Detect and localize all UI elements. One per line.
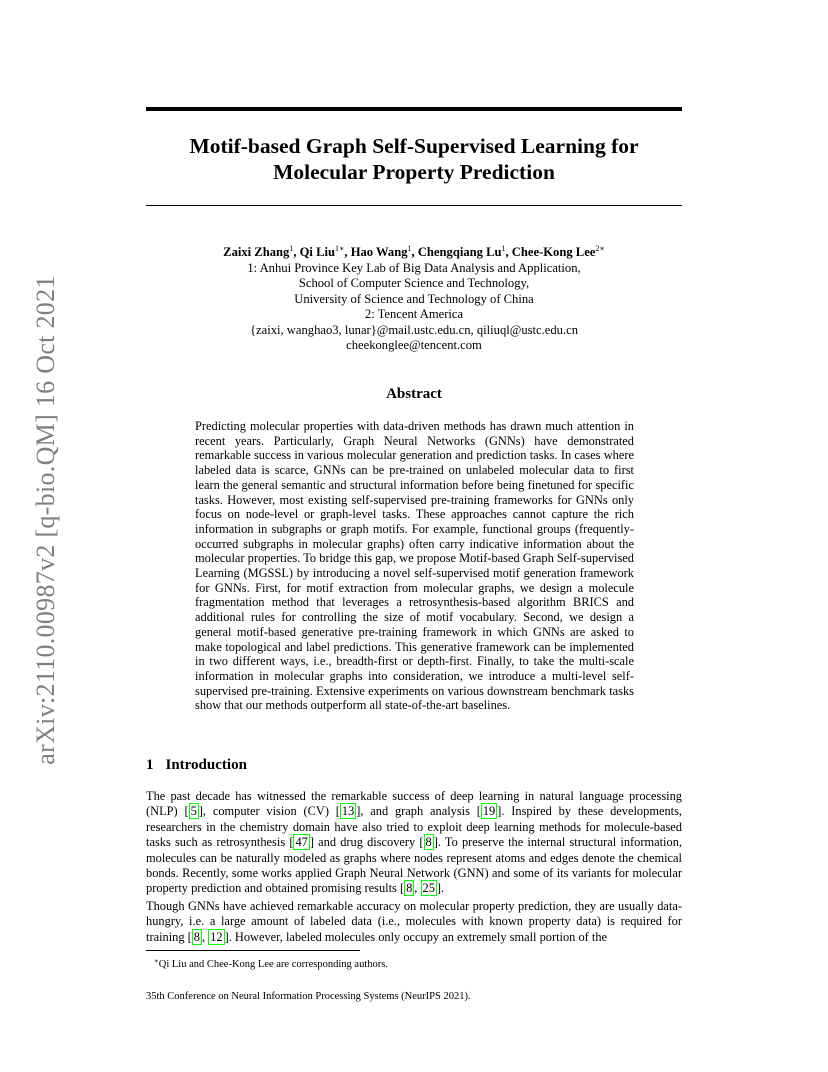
- section-heading-introduction: [146, 756, 247, 774]
- affiliation-line: University of Science and Technology of China: [294, 291, 534, 306]
- citation-link[interactable]: 19: [482, 804, 496, 819]
- title-top-rule: [146, 107, 682, 111]
- citation-link[interactable]: 8: [406, 881, 413, 896]
- author-affiliation-mark: 1: [501, 244, 506, 253]
- author-affiliation-mark: 2∗: [595, 244, 605, 253]
- author-block: [146, 241, 682, 354]
- author-affiliation-mark: 1∗: [334, 244, 345, 253]
- footnote-rule: [146, 950, 360, 951]
- citation-link[interactable]: 47: [295, 835, 308, 850]
- citation-link[interactable]: 8: [425, 835, 432, 850]
- author-emails: cheekonglee@tencent.com: [346, 338, 482, 352]
- conference-footer: 35th Conference on Neural Information Processing Systems (NeurIPS 2021).: [146, 991, 471, 1002]
- paper-title: [146, 133, 682, 185]
- author-name: Chee-Kong Lee: [511, 245, 596, 259]
- arxiv-id-text: arXiv:2110.00987v2 [q-bio.QM] 16 Oct 2021: [31, 275, 60, 765]
- author-emails: {zaixi, wanghao3, lunar}@mail.ustc.edu.cn, qiliuql@ustc.edu.cn: [249, 322, 578, 337]
- author-affiliation-mark: 1: [407, 244, 412, 253]
- abstract-heading: Abstract: [386, 386, 442, 402]
- footnote-text: Qi Liu and Chee-Kong Lee are corresponding authors.: [158, 959, 388, 970]
- intro-paragraph-1: The past decade has witnessed the remarkable success of deep learning in natural language processing (NLP) [ 5 ], computer vision (CV) [ 13 ], and graph analysis [ 19 ]. Inspired by these developments, researchers in the chemistry domain have also tried to exploit deep learning methods for molecule-based tasks such as retrosynthesis [ 47 ] and drug discovery [ 8 ]. To preserve the internal structural information, molecules can be naturally modeled as graphs where nodes represent atoms and edges denote the chemical bonds. Recently, some works applied Graph Neural Network (GNN) and some of its variants for molecular property prediction and obtained promising results [ 8 , 25 ].: [146, 789, 683, 896]
- author-list: Zaixi Zhang$^1$, Qi Liu$^{1∗}$, Hao Wang$^1$, Chengqiang Lu$^1$, Chee-Kong Lee$^{2∗}$: [223, 244, 605, 259]
- author-name: Chengqiang Lu: [417, 245, 502, 259]
- footnote: [146, 955, 690, 971]
- paper-title-line-1: Motif-based Graph Self-Supervised Learning for: [189, 134, 639, 158]
- citation-link[interactable]: 12: [210, 929, 223, 944]
- footnote-marker: ∗: [154, 957, 159, 965]
- intro-paragraph-2: Though GNNs have achieved remarkable accuracy on molecular property prediction, they are usually data-hungry, i.e. a large amount of labeled data (i.e., molecules with known property data) is required for training [ 8 , 12 ]. However, labeled molecules only occupy an extremely small portion of the: [146, 899, 682, 944]
- author-name: Hao Wang: [350, 245, 408, 259]
- author-affiliation-mark: 1: [289, 244, 294, 253]
- affiliation-line: 1: Anhui Province Key Lab of Big Data Analysis and Application,: [247, 260, 581, 275]
- citation-link[interactable]: 5: [190, 804, 197, 819]
- title-bottom-rule: [146, 205, 682, 206]
- author-name: Qi Liu: [299, 245, 335, 259]
- section-number: 1: [146, 757, 154, 773]
- citation-link[interactable]: 8: [193, 929, 200, 944]
- section-title: Introduction: [165, 757, 247, 773]
- paper-title-line-2: Molecular Property Prediction: [273, 160, 555, 184]
- affiliation-line: School of Computer Science and Technology,: [298, 276, 530, 290]
- author-name: Zaixi Zhang: [223, 245, 290, 259]
- citation-link[interactable]: 13: [341, 804, 355, 819]
- citation-link[interactable]: 25: [422, 881, 435, 896]
- abstract-text: Predicting molecular properties with data-driven methods has drawn much attention in recent years. Particularly, Graph Neural Networks (GNNs) have demonstrated remarkable success in various molecular generation and prediction tasks. In cases where labeled data is scarce, GNNs can be pre-trained on unlabeled molecular data to first learn the general semantic and structural information before being finetuned for specific tasks. However, most existing self-supervised pre-training frameworks for GNNs only focus on node-level or graph-level tasks. These approaches cannot capture the rich information in subgraphs or graph motifs. For example, functional groups (frequently-occurred subgraphs in molecular graphs) often carry indicative information about the molecular properties. To bridge this gap, we propose Motif-based Graph Self-supervised Learning (MGSSL) by introducing a novel self-supervised motif generation framework for GNNs. First, for motif extraction from molecular graphs, we design a molecule fragmentation method that leverages a retrosynthesis-based algorithm BRICS and additional rules for controlling the size of motif vocabulary. Second, we design a general motif-based generative pre-training framework in which GNNs are asked to make topological and label predictions. This generative framework can be implemented in two different ways, i.e., breadth-first or depth-first. Finally, to take the multi-scale information in molecular graphs into consideration, we introduce a multi-level self-supervised pre-training. Extensive experiments on various downstream benchmark tasks show that our methods outperform all state-of-the-art baselines.: [195, 419, 634, 713]
- affiliation-line: 2: Tencent America: [364, 307, 464, 321]
